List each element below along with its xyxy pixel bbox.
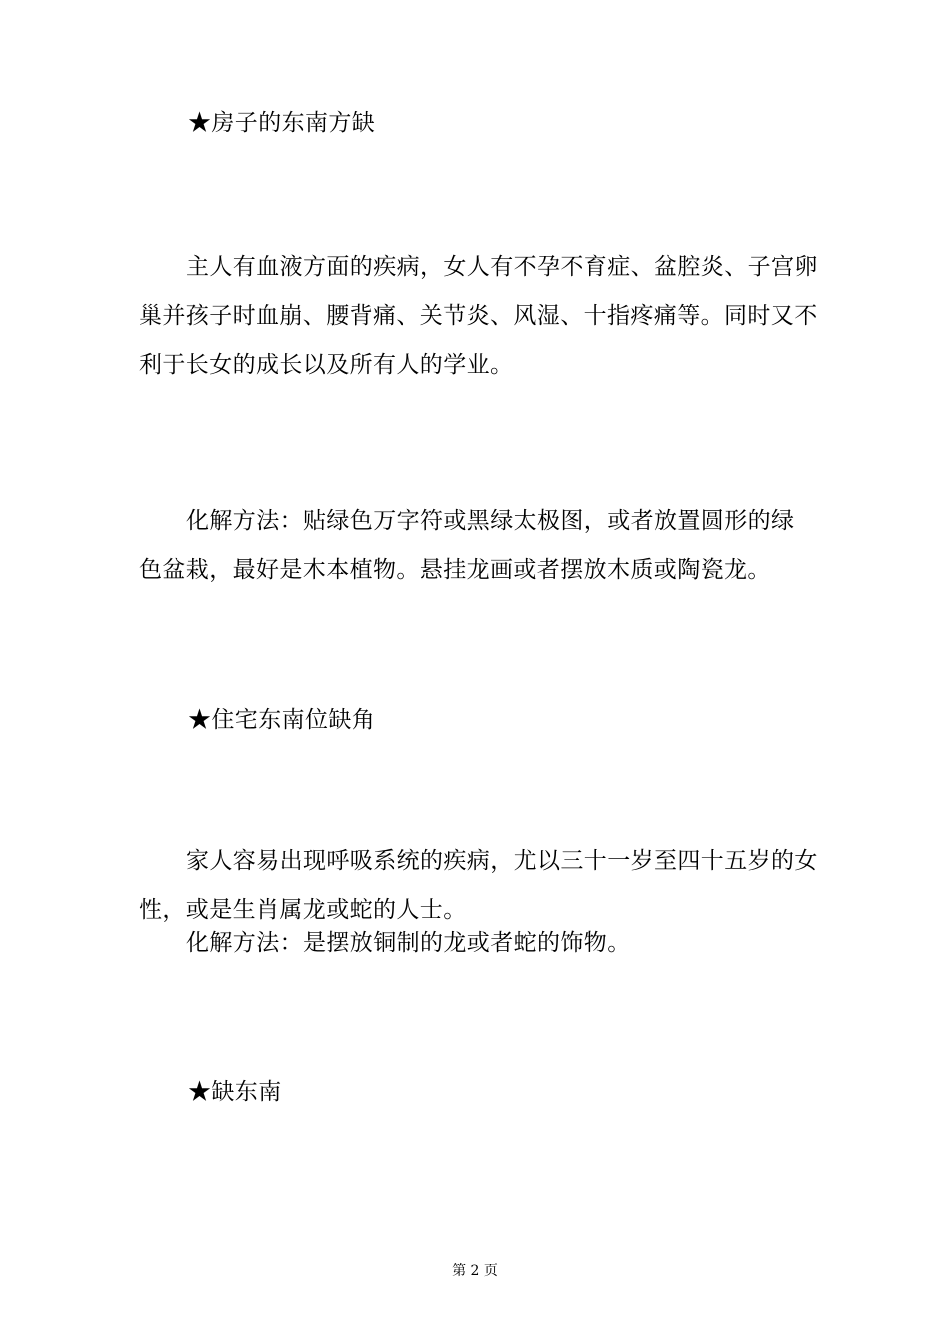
section-heading-1: ★房子的东南方缺 — [188, 110, 376, 136]
paragraph-line: 主人有血液方面的疾病，女人有不孕不育症、盆腔炎、子宫卵 — [186, 254, 818, 280]
paragraph-line: 性，或是生肖属龙或蛇的人士。 — [139, 897, 467, 923]
paragraph-line: 利于长女的成长以及所有人的学业。 — [139, 352, 514, 378]
paragraph-line: 化解方法：是摆放铜制的龙或者蛇的饰物。 — [186, 930, 631, 956]
paragraph-line: 家人容易出现呼吸系统的疾病，尤以三十一岁至四十五岁的女 — [186, 848, 818, 874]
section-heading-2: ★住宅东南位缺角 — [188, 707, 376, 733]
section-heading-3: ★缺东南 — [188, 1079, 282, 1105]
paragraph-line: 色盆栽，最好是木本植物。悬挂龙画或者摆放木质或陶瓷龙。 — [139, 557, 771, 583]
page-number: 第 2 页 — [452, 1263, 498, 1279]
paragraph-line: 巢并孩子时血崩、腰背痛、关节炎、风湿、十指疼痛等。同时又不 — [139, 303, 818, 329]
paragraph-line: 化解方法：贴绿色万字符或黑绿太极图，或者放置圆形的绿 — [186, 508, 795, 534]
